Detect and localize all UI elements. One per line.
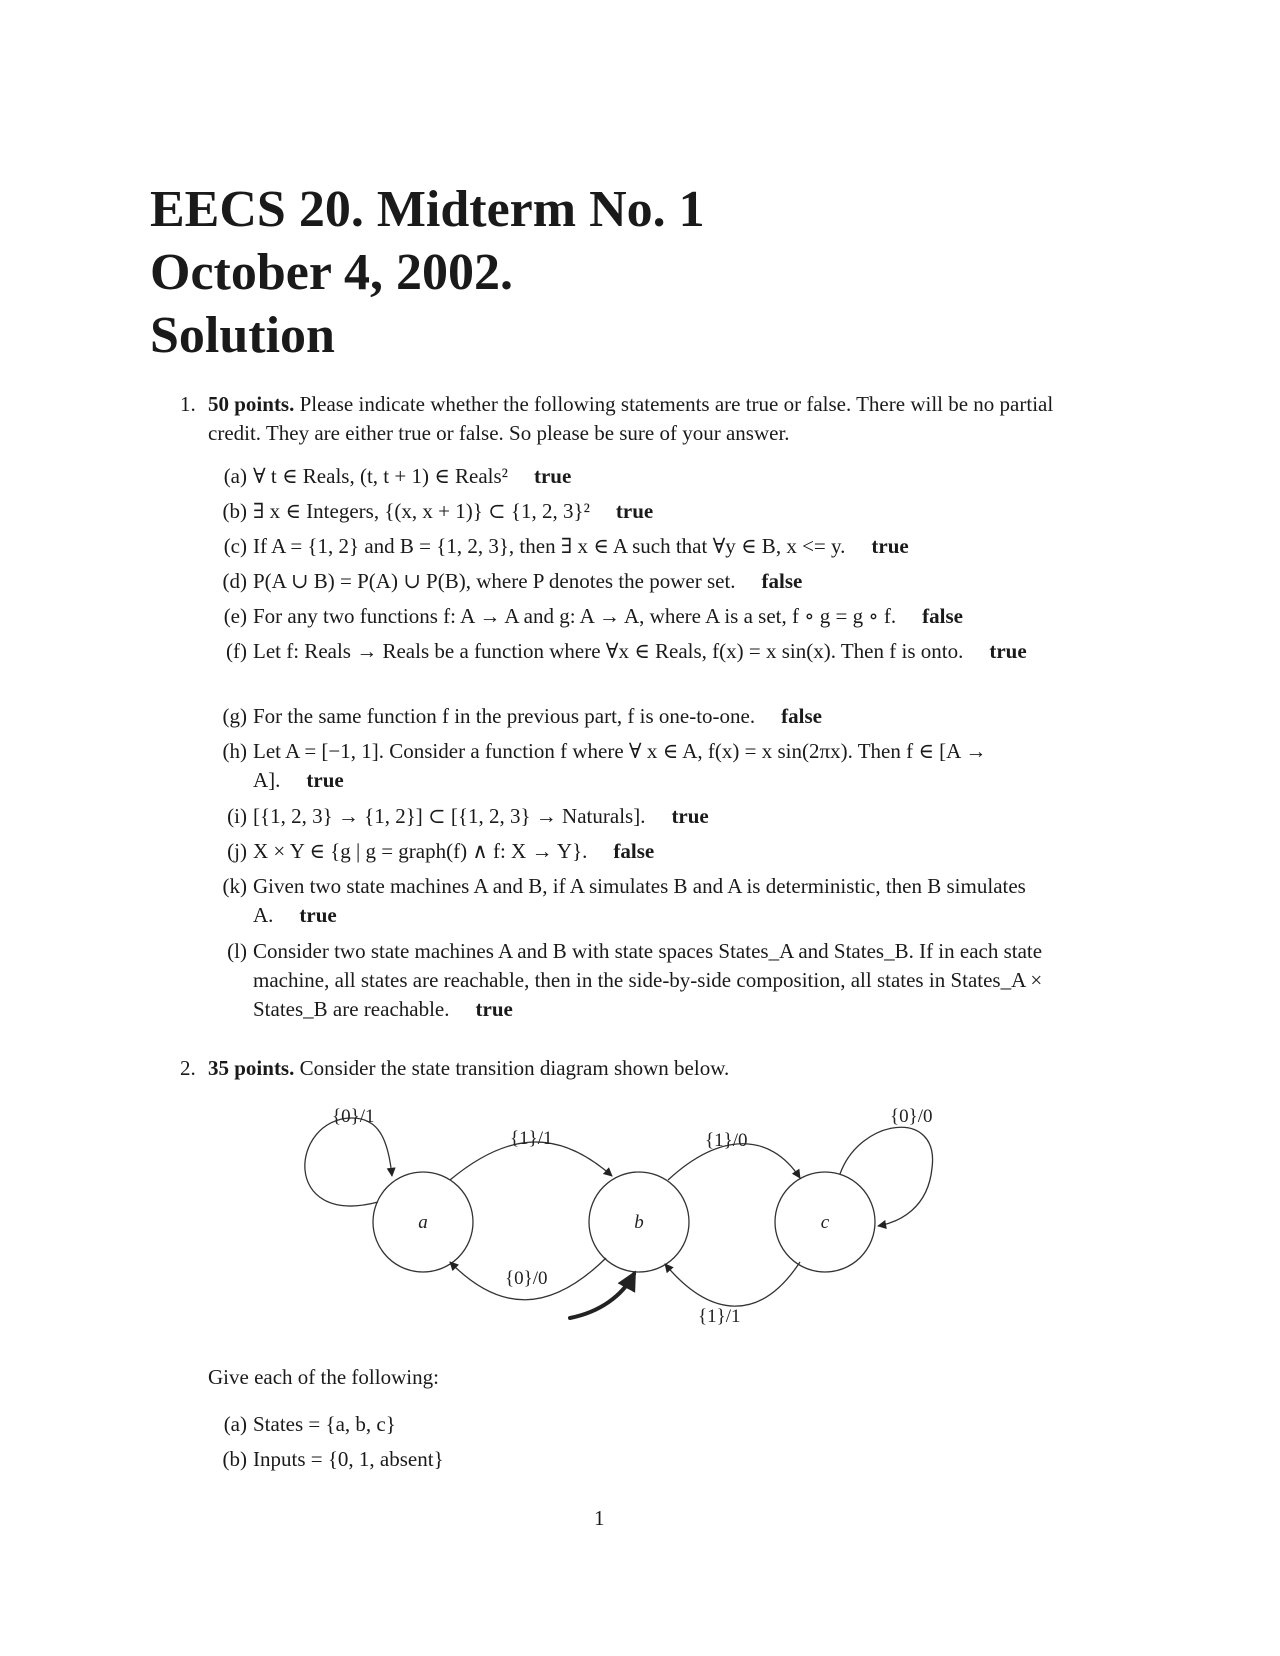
state-transition-diagram	[300, 1098, 950, 1338]
item-label: (b)	[222, 499, 247, 523]
item-label: (i)	[227, 804, 247, 828]
problem-2-intro	[180, 1054, 1058, 1083]
problem-1-intro	[180, 390, 1058, 448]
item-label: (j)	[227, 839, 247, 863]
item-answer: true	[299, 903, 337, 927]
item-answer: false	[613, 839, 655, 863]
item-answer: true	[533, 464, 572, 488]
item-statement: Given two state machines A and B, if A simulates B and A is deterministic, then B simulates A.	[253, 874, 1026, 927]
problem-2-text: Consider the state transition diagram shown below.	[299, 1056, 730, 1080]
item-label: (a)	[223, 464, 247, 488]
transition-label-c-to-b: {1}/1	[698, 1306, 741, 1327]
item-label: (e)	[223, 604, 247, 628]
give-following: Give each of the following:	[208, 1365, 439, 1389]
transition-c-self-loop	[840, 1127, 933, 1226]
state-a	[373, 1172, 473, 1272]
title-solution: Solution	[150, 307, 335, 364]
item-statement: ∀ t ∈ Reals, (t, t + 1) ∈ Reals²	[253, 464, 508, 488]
page-number: 1	[594, 1506, 605, 1530]
transition-label-b-to-c: {1}/0	[705, 1130, 748, 1151]
problem-1-number: 1.	[180, 392, 196, 416]
item-answer: false	[761, 569, 803, 593]
item-label: (f)	[226, 639, 247, 663]
state-c	[775, 1172, 875, 1272]
transition-label-a-self: {0}/1	[332, 1106, 375, 1127]
item-statement: Let f: Reals → Reals be a function where ∀x ∈ Reals, f(x) = x sin(x). Then f is onto.	[253, 639, 964, 663]
item-answer: true	[615, 499, 654, 523]
item-label: (k)	[222, 874, 247, 898]
item-label: (c)	[223, 534, 247, 558]
state-b	[589, 1172, 689, 1272]
item-statement: ∃ x ∈ Integers, {(x, x + 1)} ⊂ {1, 2, 3}²	[253, 499, 590, 523]
transition-c-to-b	[665, 1262, 800, 1306]
transition-label-a-to-b: {1}/1	[510, 1128, 553, 1149]
state-c-label: c	[820, 1212, 830, 1233]
answer-label: (a)	[223, 1412, 247, 1436]
document-title	[150, 178, 705, 367]
item-label: (l)	[227, 939, 247, 963]
item-answer: true	[306, 768, 344, 792]
item-answer: true	[475, 997, 513, 1021]
transition-label-b-to-a: {0}/0	[505, 1268, 548, 1289]
state-b-label: b	[634, 1212, 644, 1233]
item-answer: true	[989, 639, 1027, 663]
item-label: (h)	[222, 739, 247, 763]
item-answer: false	[922, 604, 963, 628]
item-answer: true	[671, 804, 709, 828]
item-statement: P(A ∪ B) = P(A) ∪ P(B), where P denotes the power set.	[253, 569, 736, 593]
item-answer: true	[871, 534, 909, 558]
item-statement: For the same function f in the previous part, f is one-to-one.	[253, 704, 756, 728]
answer-label: (b)	[222, 1447, 247, 1471]
problem-2-points: 35 points.	[208, 1056, 295, 1080]
item-statement: Consider two state machines A and B with state spaces States_A and States_B. If in each state machine, all states are reachable, then in the side-by-side composition, all states in States_A × States_B are reachable.	[253, 939, 1043, 1021]
item-statement: [{1, 2, 3} → {1, 2}] ⊂ [{1, 2, 3} → Naturals].	[253, 804, 646, 828]
state-a-label: a	[418, 1212, 428, 1233]
item-statement: If A = {1, 2} and B = {1, 2, 3}, then ∃ x ∈ A such that ∀y ∈ B, x <= y.	[253, 534, 846, 558]
transition-label-c-self: {0}/0	[890, 1106, 933, 1127]
item-answer: false	[781, 704, 822, 728]
problem-1-text: Please indicate whether the following statements are true or false. There will be no partial credit. They are either true or false. So please be sure of your answer.	[208, 392, 1054, 445]
title-date: October 4, 2002.	[150, 244, 513, 301]
item-statement: Let A = [−1, 1]. Consider a function f where ∀ x ∈ A, f(x) = x sin(2πx). Then f ∈ [A → A].	[253, 739, 987, 792]
transition-a-self-loop	[305, 1118, 392, 1206]
problem-2-number: 2.	[180, 1056, 196, 1080]
title-course: EECS 20. Midterm No. 1	[150, 181, 705, 238]
answer-text: States = {a, b, c}	[253, 1412, 396, 1436]
item-label: (d)	[222, 569, 247, 593]
item-statement: For any two functions f: A → A and g: A → A, where A is a set, f ∘ g = g ∘ f.	[253, 604, 897, 628]
item-label: (g)	[222, 704, 247, 728]
problem-1-points: 50 points.	[208, 392, 295, 416]
answer-text: Inputs = {0, 1, absent}	[253, 1447, 444, 1471]
item-statement: X × Y ∈ {g | g = graph(f) ∧ f: X → Y}.	[253, 839, 588, 863]
